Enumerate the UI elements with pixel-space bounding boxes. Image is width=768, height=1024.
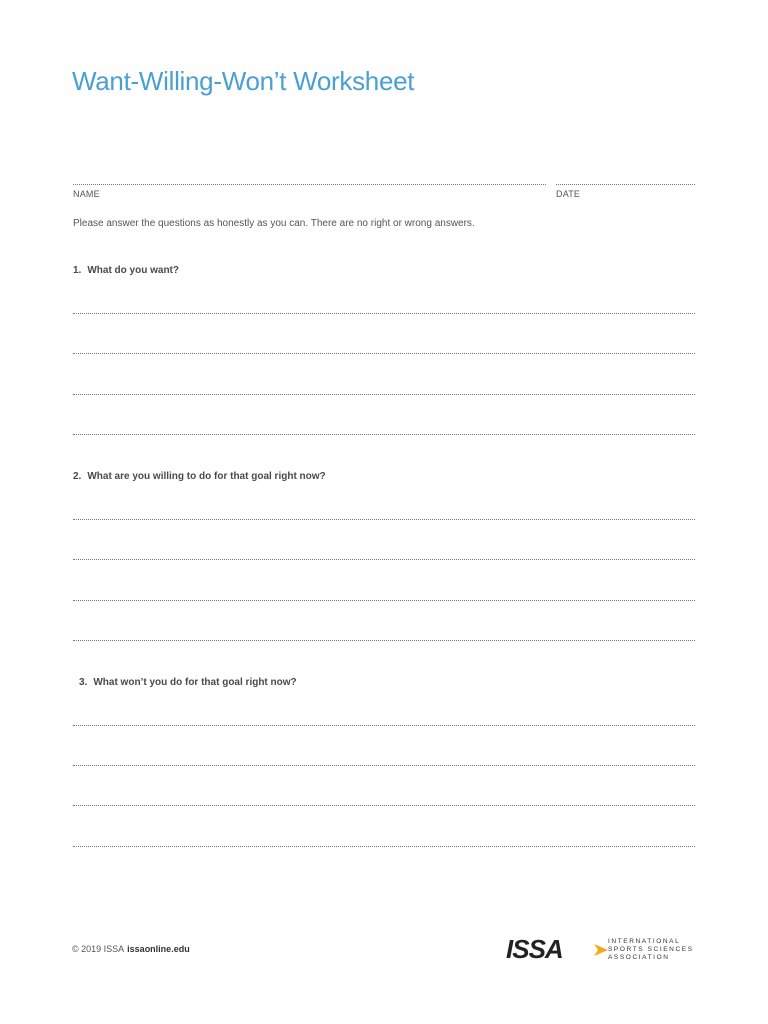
- question-3-number: 3.: [79, 677, 88, 688]
- question-2-answer-line-2[interactable]: [73, 559, 695, 560]
- question-1-answer-line-1[interactable]: [73, 313, 695, 314]
- question-3: [79, 677, 297, 688]
- logo-wordmark: ISSA: [506, 934, 563, 964]
- question-2-answer-line-1[interactable]: [73, 519, 695, 520]
- question-1-answer-line-2[interactable]: [73, 353, 695, 354]
- name-field-line[interactable]: [73, 184, 546, 185]
- question-3-answer-line-3[interactable]: [73, 805, 695, 806]
- question-3-answer-line-1[interactable]: [73, 725, 695, 726]
- question-1-answer-line-3[interactable]: [73, 394, 695, 395]
- issa-logo: [506, 934, 694, 966]
- logo-tagline-line-2: SPORTS SCIENCES: [608, 946, 694, 954]
- logo-arrow-icon: [594, 944, 608, 956]
- question-1-number: 1.: [73, 265, 82, 276]
- name-label: NAME: [73, 189, 100, 199]
- question-1-answer-line-4[interactable]: [73, 434, 695, 435]
- question-2-number: 2.: [73, 471, 82, 482]
- instructions-text: Please answer the questions as honestly as you can. There are no right or wrong answers.: [73, 218, 475, 229]
- question-1: [73, 265, 179, 276]
- question-2: [73, 471, 326, 482]
- copyright-text: © 2019 ISSA: [72, 944, 125, 954]
- question-1-text: What do you want?: [87, 265, 179, 276]
- worksheet-title: Want-Willing-Won’t Worksheet: [72, 66, 415, 96]
- question-2-answer-line-3[interactable]: [73, 600, 695, 601]
- logo-tagline-line-1: INTERNATIONAL: [608, 938, 681, 945]
- question-3-answer-line-2[interactable]: [73, 765, 695, 766]
- question-2-text: What are you willing to do for that goal right now?: [87, 471, 326, 482]
- date-field-line[interactable]: [556, 184, 695, 185]
- question-3-answer-line-4[interactable]: [73, 846, 695, 847]
- footer-copyright: [72, 944, 190, 954]
- question-3-text: What won’t you do for that goal right now?: [93, 677, 297, 688]
- logo-tagline: [608, 938, 694, 963]
- question-2-answer-line-4[interactable]: [73, 640, 695, 641]
- footer-url-link[interactable]: issaonline.edu: [127, 944, 190, 954]
- logo-tagline-line-3: ASSOCIATION: [608, 954, 670, 962]
- date-label: DATE: [556, 189, 581, 199]
